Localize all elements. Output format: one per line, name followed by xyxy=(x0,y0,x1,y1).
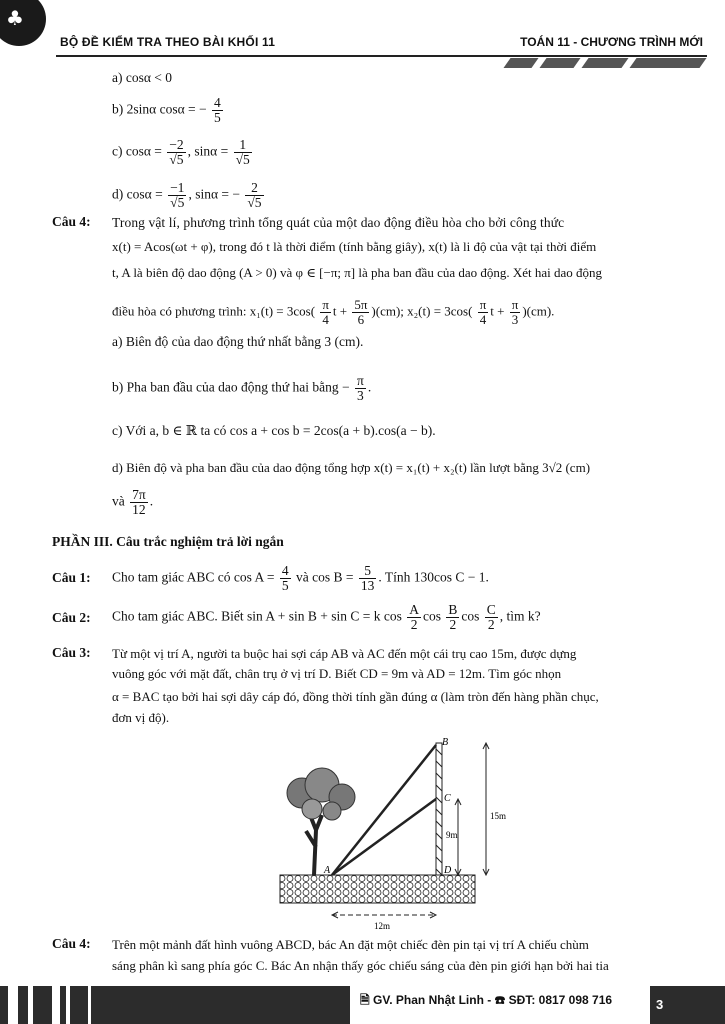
q4-line4 xyxy=(112,298,554,327)
part3-q4-label: Câu 4: xyxy=(52,936,91,951)
numerator: −1 xyxy=(170,180,185,195)
label-d: D xyxy=(444,865,452,876)
denominator: 13 xyxy=(360,578,375,593)
fraction xyxy=(407,603,421,632)
q4-line3: t, A là biên độ dao động (A > 0) và φ ∈ [−π; π] là pha ban đầu của dao động. Xét hai dao động xyxy=(112,265,603,280)
q2-cos: cos xyxy=(461,608,480,624)
option-d-text: d) cosα = xyxy=(112,186,163,202)
phone-number: SĐT: 0817 098 716 xyxy=(508,993,613,1007)
denominator: 5 xyxy=(214,110,221,125)
fraction xyxy=(130,488,148,517)
numerator: B xyxy=(448,602,458,617)
footer-separator: - xyxy=(487,993,492,1007)
q4-option-b-end: . xyxy=(367,379,372,395)
option-d xyxy=(112,181,266,210)
q4-option-a: a) Biên độ của dao động thứ nhất bằng 3 (cm). xyxy=(112,334,364,349)
denominator: 6 xyxy=(357,312,365,327)
page-number-box xyxy=(650,986,725,1024)
fraction xyxy=(280,564,291,593)
part3-q2-label: Câu 2: xyxy=(52,610,91,625)
denominator: 4 xyxy=(479,312,487,327)
option-c-text: c) cosα = xyxy=(112,143,162,159)
numerator: π xyxy=(322,297,329,312)
denominator: 2 xyxy=(487,617,495,632)
option-b-text: b) 2sinα cosα = − xyxy=(112,101,207,117)
part3-q4-line2: sáng phân kì sang phía góc C. Bác An nhận thấy góc chiếu sáng của đèn pin giới hạn bởi hai tia xyxy=(112,958,609,973)
part3-q4-line1: Trên một mảnh đất hình vuông ABCD, bác An đặt một chiếc đèn pin tại vị trí A chiếu chùm xyxy=(112,937,589,952)
denominator: 2 xyxy=(449,617,457,632)
part3-q3-line2: vuông góc với mặt đất, chân trụ ở vị trí D. Biết CD = 9m và AD = 12m. Tìm góc nhọn xyxy=(112,666,562,681)
author-name: GV. Phan Nhật Linh xyxy=(373,993,484,1007)
fraction xyxy=(446,603,459,632)
option-a: a) cosα < 0 xyxy=(112,70,173,85)
q1-mid: và cos B = xyxy=(295,569,354,585)
label-9m: 9m xyxy=(446,830,458,840)
fraction xyxy=(352,298,369,327)
q4-option-b xyxy=(112,374,371,403)
header-right-title: TOÁN 11 - CHƯƠNG TRÌNH MỚI xyxy=(520,35,703,49)
part3-q3-line3: α = BAC tạo bởi hai sợi dây cáp đó, đồng thời tính gần đúng α (làm tròn đến hàng phần chục, xyxy=(112,689,599,704)
pole-cable-figure xyxy=(270,735,520,930)
part3-title: PHẦN III. Câu trắc nghiệm trả lời ngắn xyxy=(52,534,284,549)
tree-icon: ♣ xyxy=(6,6,24,30)
part3-q2 xyxy=(112,603,541,632)
q4-option-d-end: . xyxy=(149,493,154,509)
header-left-title: BỘ ĐỀ KIỂM TRA THEO BÀI KHỐI 11 xyxy=(60,35,276,49)
numerator: π xyxy=(479,297,487,312)
q4-option-d-cont xyxy=(112,488,153,517)
q4-option-b-text: b) Pha ban đầu của dao động thứ hai bằng − xyxy=(112,379,350,395)
document-icon: 🗎 xyxy=(360,993,370,1007)
part3-q1-label: Câu 1: xyxy=(52,570,91,585)
denominator: √5 xyxy=(170,195,185,210)
numerator: 7π xyxy=(132,487,146,502)
label-c: C xyxy=(444,793,451,804)
q4-line2: x(t) = Acos(ωt + φ), trong đó t là thời điểm (tính bằng giây), x(t) là li độ của vật tại thời điểm xyxy=(112,239,597,254)
q2-pre: Cho tam giác ABC. Biết sin A + sin B + sin C = k cos xyxy=(112,608,402,624)
fraction xyxy=(478,298,489,327)
numerator: 5 xyxy=(359,564,377,579)
numerator: 1 xyxy=(234,138,252,153)
q4-line4-pre: điều hòa có phương trình: x₁(t) = 3cos( xyxy=(112,303,316,319)
denominator: √5 xyxy=(235,152,250,167)
denominator: 2 xyxy=(410,617,418,632)
numerator: C xyxy=(486,602,496,617)
q4-line4-mid2: )(cm); x₂(t) = 3cos( xyxy=(371,303,473,319)
denominator: 3 xyxy=(511,312,519,327)
fraction xyxy=(359,564,377,593)
numerator: 4 xyxy=(281,563,289,578)
option-c xyxy=(112,138,254,167)
numerator: 5π xyxy=(354,297,368,312)
header-divider xyxy=(56,55,707,57)
q4-option-d: d) Biên độ và pha ban đầu của dao động tổng hợp x(t) = x₁(t) + x₂(t) lần lượt bằng 3√2 (cm) xyxy=(112,460,591,475)
q4-line4-mid1: t + xyxy=(332,303,348,319)
numerator: −2 xyxy=(169,137,184,152)
fraction xyxy=(320,298,331,327)
fraction xyxy=(234,138,252,167)
header-stripes xyxy=(497,58,707,68)
footer-credits xyxy=(360,991,612,1012)
fraction xyxy=(245,181,263,210)
part3-q1 xyxy=(112,564,489,593)
fraction xyxy=(355,374,366,403)
numerator: π xyxy=(357,373,364,388)
denominator: 4 xyxy=(322,312,329,327)
q1-pre: Cho tam giác ABC có cos A = xyxy=(112,569,275,585)
q4-line1: Trong vật lí, phương trình tổng quát của một dao động điều hòa cho bởi công thức xyxy=(112,215,565,230)
denominator: √5 xyxy=(247,195,262,210)
pole xyxy=(436,743,442,875)
question-4-label: Câu 4: xyxy=(52,214,91,229)
label-15m: 15m xyxy=(490,811,507,821)
phone-icon: ☎ xyxy=(494,993,506,1007)
denominator: 12 xyxy=(132,502,146,517)
denominator: √5 xyxy=(169,152,184,167)
q4-line4-mid3: t + xyxy=(490,303,505,319)
fraction xyxy=(168,181,186,210)
label-a: A xyxy=(324,865,331,876)
numerator: A xyxy=(409,602,419,617)
part3-q3-label: Câu 3: xyxy=(52,645,91,660)
q2-end: , tìm k? xyxy=(499,608,541,624)
fraction xyxy=(510,298,521,327)
option-b xyxy=(112,96,225,125)
option-d-mid: , sinα = − xyxy=(188,186,240,202)
fraction xyxy=(167,138,185,167)
page-header xyxy=(0,0,725,60)
denominator: 5 xyxy=(281,578,289,593)
numerator: 2 xyxy=(245,181,263,196)
page-number: 3 xyxy=(656,997,664,1012)
fraction xyxy=(485,603,498,632)
q4-option-d-pre: và xyxy=(112,493,125,509)
numerator: 4 xyxy=(214,95,221,110)
fraction xyxy=(212,96,223,125)
label-b: B xyxy=(442,737,449,748)
page-footer xyxy=(0,979,725,1024)
denominator: 3 xyxy=(357,388,364,403)
q1-end: . Tính 130cos C − 1. xyxy=(378,569,489,585)
option-c-mid: , sinα = xyxy=(187,143,229,159)
q2-cos: cos xyxy=(423,608,441,624)
q4-option-c: c) Với a, b ∈ ℝ ta có cos a + cos b = 2cos(a + b).cos(a − b). xyxy=(112,423,436,438)
label-12m: 12m xyxy=(374,921,391,930)
part3-q3-line4: đơn vị độ). xyxy=(112,710,170,725)
ground xyxy=(280,875,475,903)
numerator: π xyxy=(511,297,519,312)
part3-q3-line1: Từ một vị trí A, người ta buộc hai sợi cáp AB và AC đến một cái trụ cao 15m, được dựng xyxy=(112,646,577,661)
q4-line4-end: )(cm). xyxy=(522,303,555,319)
